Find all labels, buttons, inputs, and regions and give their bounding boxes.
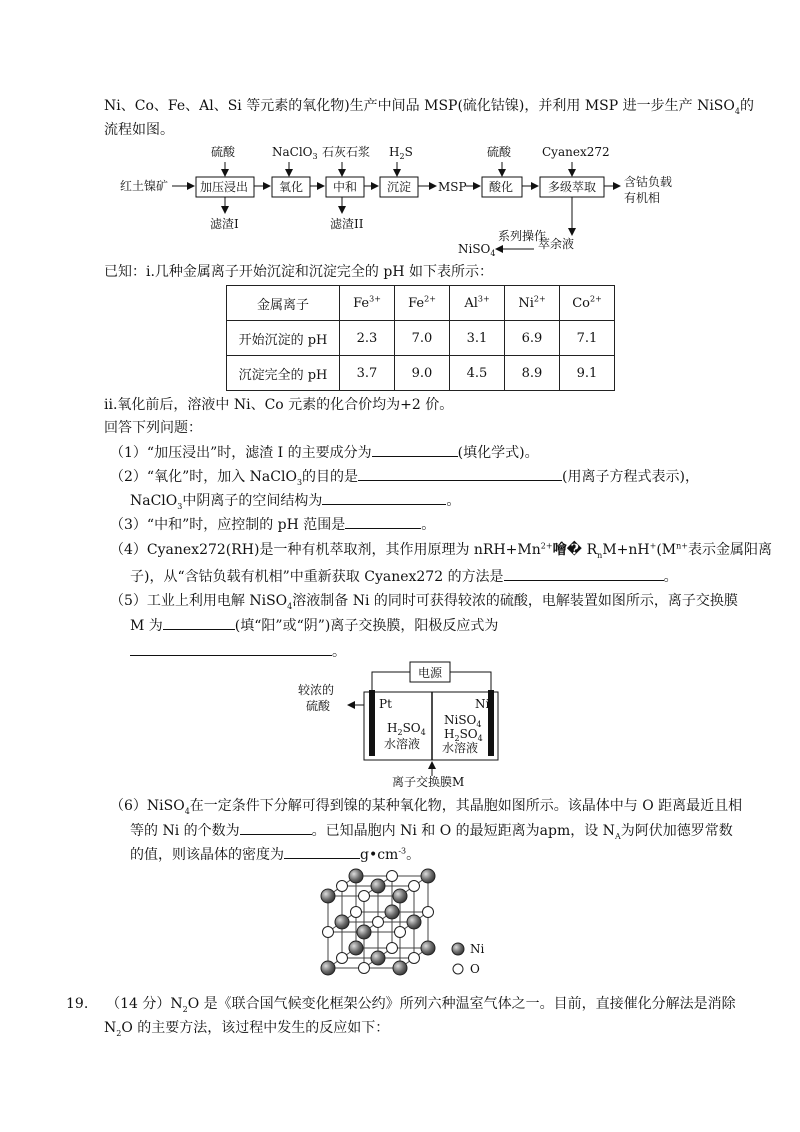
left-solution-1: $H_2SO_4$ [387, 721, 426, 737]
pt-electrode [369, 690, 375, 756]
q-number: 19. [66, 996, 89, 1012]
known-title [104, 262, 493, 282]
intro-text: 流程如图。 [104, 122, 174, 138]
ni-atom [321, 961, 335, 975]
ni-atom [371, 879, 385, 893]
o-atom [395, 927, 406, 938]
reagent-sulfuric-acid-2: 硫酸 [487, 145, 512, 159]
ni-atom [421, 869, 435, 883]
answer-blank-6b[interactable] [284, 844, 360, 859]
ni-atom [393, 889, 407, 903]
legend-o-label: O [470, 962, 480, 976]
ion-header: $Fe^{2+}$ [395, 286, 450, 321]
box-label: 沉淀 [387, 180, 412, 194]
reagent-cyanex272: Cyanex272 [542, 145, 610, 159]
q-text: 溶液制备 Ni 的同时可获得较浓的硫酸，电解装置如图所示，离子交换膜 [292, 593, 738, 609]
intro-text: Ni、Co、Fe、Al、Si 等元素的氧化物)生产中间品 MSP(硫化钴镍)，并利用 MSP 进一步生产 NiSO [104, 98, 735, 114]
o-atom [323, 927, 334, 938]
o-atom [359, 891, 370, 902]
q-text: (填化学式)。 [457, 445, 539, 461]
question-6-line1: （6）NiSO$_4$在一定条件下分解可得到镍的某种氧化物，其晶胞如图所示。该晶体中与 O 距离最近且相 [110, 798, 743, 816]
q-text: （3）“中和”时，应控制的 pH 范围是 [110, 517, 346, 533]
q-text: R [586, 542, 598, 558]
question-6-line3: 的值，则该晶体的密度为 $g•cm^{-3}$。 [130, 844, 420, 865]
answer-blank-6a[interactable] [240, 820, 312, 835]
ni-atom [407, 915, 421, 929]
legend-ni-atom [452, 943, 464, 955]
q-text: 表示金属阳离 [687, 542, 772, 558]
q-text: （2）“氧化”时，加入 NaClO [110, 469, 297, 485]
q-text: (M [656, 542, 677, 558]
answer-blank-1[interactable] [372, 442, 458, 457]
residue-1: 滤渣I [210, 217, 239, 231]
question-1 [110, 442, 539, 463]
reagent-h2s: $H_2S$ [389, 145, 413, 161]
q-text: 。 [446, 493, 461, 509]
ni-atom [371, 951, 385, 965]
table-row [227, 321, 615, 356]
ion-header: $Ni^{2+}$ [505, 286, 560, 321]
o-atom [409, 953, 420, 964]
q-text: N [104, 1020, 117, 1036]
table-header-label: 金属离子 [227, 286, 340, 321]
known-text: 已知：i.几种金属离子开始沉淀和沉淀完全的 pH 如下表所示： [104, 264, 493, 280]
ion-header: $Al^{3+}$ [450, 286, 505, 321]
intro-text: 的 [739, 98, 754, 114]
power-label: 电源 [418, 666, 443, 680]
row-label: 沉淀完全的 pH [227, 356, 340, 391]
table-cell: 9.0 [395, 356, 450, 391]
q-text: （6）NiSO [110, 798, 185, 814]
ion-header: $Co^{2+}$ [560, 286, 615, 321]
row-label: 开始沉淀的 pH [227, 321, 340, 356]
questions-prompt [104, 418, 202, 438]
o-atom [337, 881, 348, 892]
table-row [227, 286, 615, 321]
q-text: 。 [663, 569, 678, 585]
question-5-line3 [130, 641, 346, 662]
known-ii [104, 395, 453, 415]
answer-blank-5b[interactable] [130, 641, 332, 656]
box-label: 加压浸出 [200, 180, 249, 194]
ni-atom [349, 941, 363, 955]
q-text: O 的主要方法，该过程中发生的反应如下： [121, 1020, 390, 1036]
q-text: M 为 [130, 618, 163, 634]
residue-2: 滤渣II [330, 217, 364, 231]
q-text: (用离子方程式表示)， [562, 469, 699, 485]
ni-atom [321, 889, 335, 903]
sub: 4 [734, 106, 740, 116]
flow-start: 红土镍矿 [120, 179, 169, 193]
box-label: 酸化 [489, 180, 514, 194]
q-text: （14 分）N [106, 996, 183, 1012]
q-text: （5）工业上利用电解 NiSO [110, 593, 288, 609]
equilibrium-arrow-glyph: 噲� [552, 542, 583, 558]
answer-blank-2a[interactable] [358, 466, 562, 481]
ph-table [226, 285, 615, 391]
flow-raffinate: 萃余液 [538, 237, 575, 251]
answer-blank-2b[interactable] [322, 490, 446, 505]
legend-o-atom [453, 964, 463, 974]
o-atom [387, 943, 398, 954]
table-cell: 4.5 [450, 356, 505, 391]
q-text: 。已知晶胞内 Ni 和 O 的最短距离为apm，设 N [311, 823, 615, 839]
question-4-line2 [130, 566, 678, 587]
question-2-line1: （2）“氧化”时，加入 NaClO$_3$的目的是 (用离子方程式表示)， [110, 466, 699, 487]
answer-blank-4[interactable] [504, 566, 664, 581]
table-row [227, 356, 615, 391]
q-text: 在一定条件下分解可得到镍的某种氧化物，其晶胞如图所示。该晶体中与 O 距离最近且相 [189, 798, 743, 814]
table-cell: 3.7 [340, 356, 395, 391]
q-text: 为阿伏加德罗常数 [620, 823, 733, 839]
question-19-line1: 19. （14 分）$N_2O$ 是《联合国气候变化框架公约》所列六种温室气体之一。目前，直接催化分解法是消除 [66, 996, 736, 1014]
table-cell: 2.3 [340, 321, 395, 356]
crystal-lattice-diagram [300, 862, 500, 986]
q-text: NaClO [130, 493, 178, 509]
q-text: O 是《联合国气候变化框架公约》所列六种温室气体之一。目前，直接催化分解法是消除 [187, 996, 736, 1012]
q-text: 的目的是 [302, 469, 359, 485]
right-solution-3: 水溶液 [442, 741, 479, 755]
prompt-text: 回答下列问题： [104, 420, 202, 436]
ni-label: Ni [475, 697, 490, 711]
reagent-limestone: 石灰石浆 [322, 145, 371, 159]
legend-ni-label: Ni [470, 942, 485, 956]
question-2-line2: NaClO$_3$中阴离子的空间结构为 。 [130, 490, 460, 511]
right-solution-2: $H_2SO_4$ [444, 727, 483, 743]
o-atom [387, 871, 398, 882]
membrane-label: 离子交换膜M [392, 775, 465, 789]
o-atom [423, 907, 434, 918]
table-cell: 7.1 [560, 321, 615, 356]
ni-atom [421, 941, 435, 955]
pt-label: Pt [379, 697, 392, 711]
ni-atom [349, 869, 363, 883]
ni-atom [357, 925, 371, 939]
question-4-line1: （4）Cyanex272(RH)是一种有机萃取剂，其作用原理为 $nRH+Mn^{2+}$噲� $R_nM+nH^+(M^{n+}$表示金属阳离 [110, 541, 772, 560]
flow-niso4: NiSO$_4$ [458, 242, 496, 258]
flow-product-line1: 含钴负载 [624, 175, 673, 189]
o-atom [373, 917, 384, 928]
ni-atom [393, 961, 407, 975]
table-cell: 3.1 [450, 321, 505, 356]
q-text: 等的 Ni 的个数为 [130, 823, 240, 839]
reagent-sulfuric-acid-1: 硫酸 [211, 145, 236, 159]
q-text: M+nH [602, 542, 650, 558]
q-text: （4）Cyanex272(RH)是一种有机萃取剂，其作用原理为 nRH+Mn [110, 542, 541, 558]
question-6-line2: 等的 Ni 的个数为 。已知晶胞内 Ni 和 O 的最短距离为apm，设 $N_A$为阿伏加德罗常数 [130, 820, 733, 841]
ion-header: $Fe^{3+}$ [340, 286, 395, 321]
o-atom [337, 953, 348, 964]
reagent-naclo3: NaClO$_3$ [272, 145, 318, 161]
conc-acid-label-1: 较浓的 [298, 683, 335, 697]
known-text: ii.氧化前后，溶液中 Ni、Co 元素的化合价均为+2 价。 [104, 397, 454, 413]
table-cell: 9.1 [560, 356, 615, 391]
flow-msp: MSP [438, 180, 467, 194]
table-cell: 8.9 [505, 356, 560, 391]
q-text: 中阴离子的空间结构为 [182, 493, 323, 509]
right-solution-1: NiSO$_4$ [444, 713, 482, 729]
table-cell: 6.9 [505, 321, 560, 356]
question-5-line2 [130, 615, 498, 636]
flow-product-line2: 有机相 [624, 191, 661, 205]
q-text: 。 [421, 517, 436, 533]
o-atom [359, 963, 370, 974]
answer-blank-3[interactable] [345, 514, 421, 529]
process-flowchart [0, 0, 800, 270]
q-text: （1）“加压浸出”时，滤渣 I 的主要成分为 [110, 445, 372, 461]
o-atom [409, 881, 420, 892]
q-text: g•cm [360, 847, 399, 863]
box-label: 中和 [333, 180, 358, 194]
q-text: 。 [406, 847, 421, 863]
ni-atom [385, 905, 399, 919]
o-atom [351, 907, 362, 918]
left-solution-2: 水溶液 [384, 737, 421, 751]
box-label: 多级萃取 [548, 180, 597, 194]
q-text: 的值，则该晶体的密度为 [130, 847, 284, 863]
answer-blank-5a[interactable] [163, 615, 235, 630]
box-label: 氧化 [279, 180, 304, 194]
question-3 [110, 514, 435, 535]
q-text: 。 [332, 644, 346, 660]
q-text: 子)，从“含钴负载有机相”中重新获取 Cyanex272 的方法是 [130, 569, 504, 585]
ni-atom [335, 915, 349, 929]
q-text: (填“阳”或“阴”)离子交换膜，阳极反应式为 [234, 618, 499, 634]
conc-acid-label-2: 硫酸 [306, 699, 331, 713]
electrolysis-diagram [280, 660, 540, 790]
question-5-line1: （5）工业上利用电解 NiSO$_4$溶液制备 Ni 的同时可获得较浓的硫酸，电解装置如图所示，离子交换膜 [110, 593, 738, 611]
flow-series-op: 系列操作 [498, 229, 547, 243]
table-cell: 7.0 [395, 321, 450, 356]
question-19-line2: $N_2O$ 的主要方法，该过程中发生的反应如下： [104, 1020, 390, 1038]
